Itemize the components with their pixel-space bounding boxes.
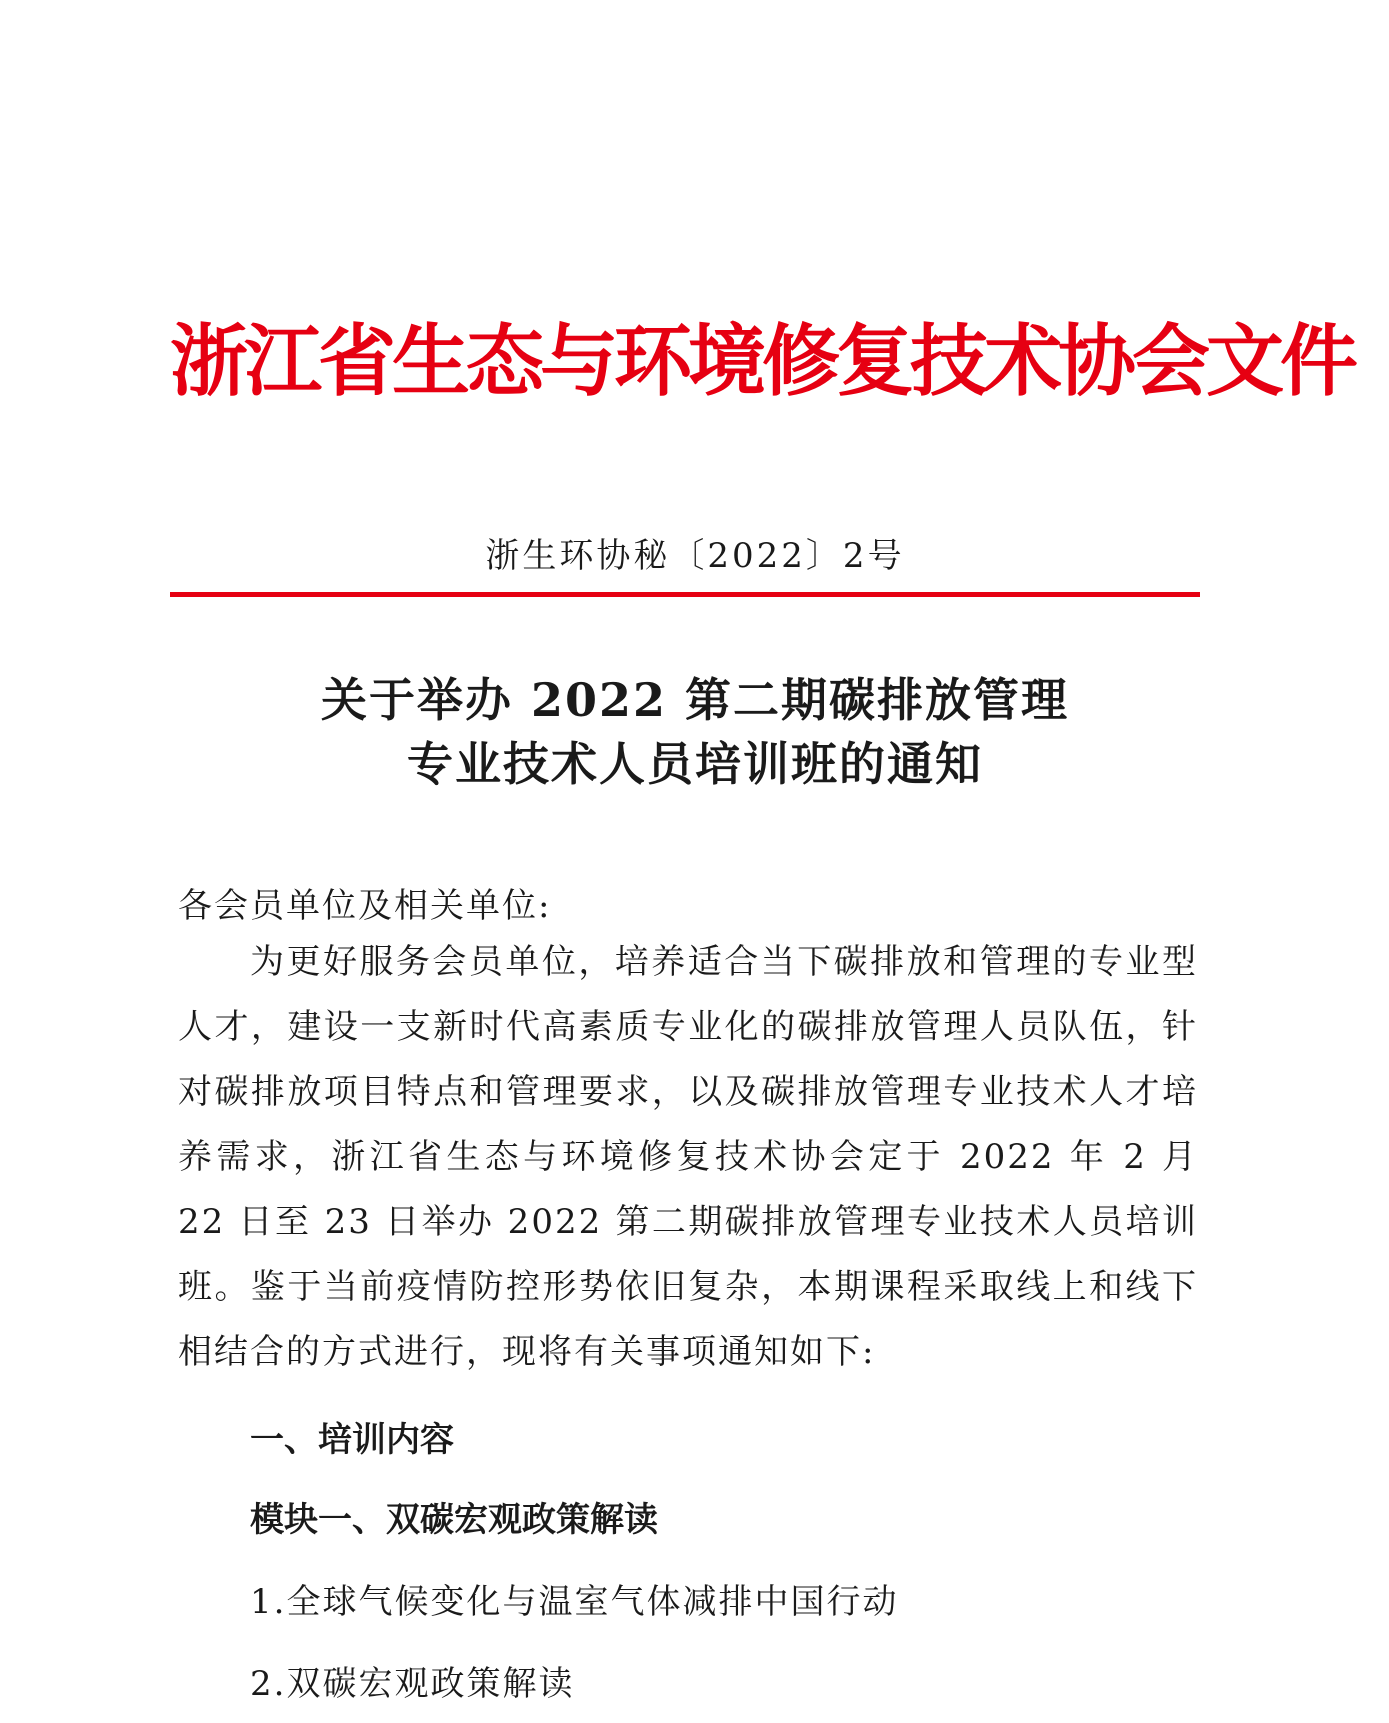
module-heading-1: 模块一、双碳宏观政策解读 xyxy=(250,1500,658,1540)
salutation: 各会员单位及相关单位: xyxy=(178,886,552,926)
red-divider xyxy=(170,592,1200,597)
org-file-title: 浙江省生态与环境修复技术协会文件 xyxy=(170,317,1355,407)
list-item: 2.双碳宏观政策解读 xyxy=(250,1664,575,1704)
doc-title xyxy=(170,668,1220,796)
list-item: 1.全球气候变化与温室气体减排中国行动 xyxy=(250,1582,899,1622)
doc-title-line-1: 关于举办 2022 第二期碳排放管理 xyxy=(320,673,1070,727)
intro-paragraph: 为更好服务会员单位，培养适合当下碳排放和管理的专业型人才，建设一支新时代高素质专业化的碳排放管理人员队伍，针对碳排放项目特点和管理要求，以及碳排放管理专业技术人才培养需求，浙江省生态与环境修复技术协会定于 2022 年 2 月 22 日至 23 日举办 2022 第二期碳排放管理专业技术人员培训班。鉴于当前疫情防控形势依旧复杂，本期课程采取线上和线下相结合的方式进行，现将有关事项通知如下: xyxy=(178,942,1198,1372)
doc-title-line-2: 专业技术人员培训班的通知 xyxy=(407,737,983,791)
doc-number: 浙生环协秘〔2022〕2号 xyxy=(485,536,905,576)
section-heading-training-content: 一、培训内容 xyxy=(250,1420,454,1460)
